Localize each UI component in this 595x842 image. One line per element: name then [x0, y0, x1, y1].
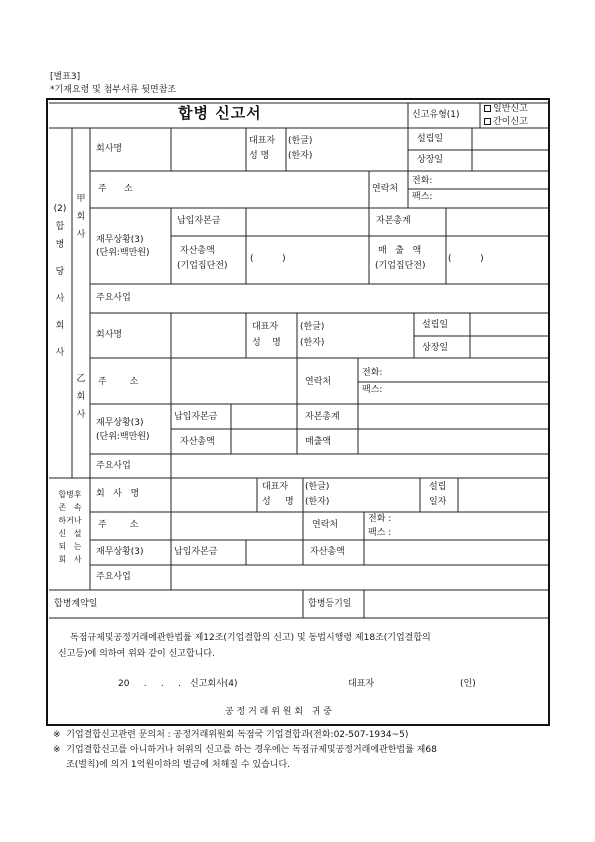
- s-rep-kor: (한글): [305, 482, 330, 492]
- s-established-label-1: 설립: [429, 482, 447, 492]
- report-type-simple-label: 간이신고: [493, 117, 528, 127]
- s-phone-label: 전화 :: [368, 514, 392, 524]
- a-rep-label: 대표자: [249, 136, 276, 146]
- b-established-label: 설립일: [422, 320, 449, 330]
- b-company-name-label: 회사명: [96, 330, 123, 340]
- b-finance-unit: (단위:백만원): [96, 432, 150, 442]
- a-phone-label: 전화:: [412, 176, 433, 186]
- footnote-1-text: 기업결합신고관련 문의처 : 공정거래위원회 독점국 기업결합과(전화:02-507-1934~5): [66, 730, 409, 740]
- s-finance-label: 재무상황(3): [96, 547, 144, 557]
- header-note: *기재요령 및 첨부서류 뒷면참조: [50, 85, 177, 95]
- b-main-business-label: 주요사업: [96, 461, 131, 471]
- b-sales-label: 매출액: [305, 437, 332, 447]
- b-phone-label: 전화:: [362, 368, 383, 378]
- a-rep-kor: (한글): [288, 136, 313, 146]
- declaration-rep-label: 대표자: [348, 679, 375, 689]
- b-rep-label: 대표자: [252, 322, 279, 332]
- a-established-label: 설립일: [417, 134, 444, 144]
- company-b-label: 乙 회 사: [76, 374, 86, 420]
- s-established-label-2: 일자: [429, 497, 447, 507]
- a-finance-label: 재무상황(3): [96, 235, 144, 245]
- a-address-label: 주 소: [98, 184, 133, 194]
- b-total-assets-label: 자산총액: [180, 437, 215, 447]
- s-fax-label: 팩스 :: [368, 528, 392, 538]
- declaration-line2: 신고등)에 의하여 위와 같이 신고합니다.: [58, 649, 215, 659]
- footnote-2: ※ 기업결합신고를 아니하거나 허위의 신고를 하는 경우에는 독점규제및공정거래에관한법률 제68: [53, 745, 437, 755]
- a-finance-unit: (단위:백만원): [96, 248, 150, 258]
- a-sales-label: 매 출 액: [378, 246, 422, 256]
- s-main-business-label: 주요사업: [96, 572, 131, 582]
- a-group-total-2: (기업집단전): [375, 261, 426, 271]
- s-total-assets-label: 자산총액: [310, 547, 345, 557]
- a-contact-label: 연락처: [372, 184, 399, 194]
- a-total-assets-label: 자산총액: [180, 246, 215, 256]
- contract-date-label: 합병계약일: [54, 599, 98, 609]
- report-type-label: 신고유형(1): [412, 110, 460, 120]
- footnote-2-text: 기업결합신고를 아니하거나 허위의 신고를 하는 경우에는 독점규제및공정거래에관한법률 제68: [66, 745, 437, 755]
- a-rep-han: (한자): [288, 151, 313, 161]
- declaration-date: 20 . . .: [118, 679, 181, 689]
- footnote-2-cont: 조(벌칙)에 의거 1억원이하의 벌금에 처해질 수 있습니다.: [66, 760, 291, 770]
- company-a-label: 甲 회 사: [76, 194, 86, 240]
- b-rep-han: (한자): [300, 338, 325, 348]
- checkbox-icon[interactable]: [484, 105, 491, 112]
- a-listed-label: 상장일: [417, 155, 444, 165]
- a-total-capital-label: 자본총계: [376, 216, 411, 226]
- b-fax-label: 팩스:: [362, 385, 383, 395]
- s-rep-label: 대표자: [262, 482, 289, 492]
- checkbox-icon[interactable]: [484, 118, 491, 125]
- b-rep-kor: (한글): [300, 322, 325, 332]
- b-finance-label: 재무상황(3): [96, 418, 144, 428]
- report-type-general[interactable]: [484, 105, 528, 114]
- reporting-company-label: 신고회사(4): [190, 679, 238, 689]
- declaration-line1: 독점규제및공정거래에관한법률 제12조(기업결합의 신고) 및 동법시행령 제18조(기업결합의: [70, 633, 431, 643]
- b-paid-in-label: 납입자본금: [174, 412, 218, 422]
- report-type-general-label: 일반신고: [493, 104, 528, 114]
- report-type-simple[interactable]: [484, 118, 528, 127]
- survivor-label: 합병후 존 속 하거나 신 설 되 는 회 사: [58, 490, 82, 564]
- b-address-label: 주 소: [98, 377, 139, 387]
- form-number: [별표3]: [50, 72, 81, 82]
- registration-date-label: 합병등기일: [308, 599, 352, 609]
- a-paid-in-label: 납입자본금: [177, 216, 221, 226]
- s-rep-han: (한자): [305, 497, 330, 507]
- a-fax-label: 팩스:: [412, 192, 433, 202]
- a-main-business-label: 주요사업: [96, 293, 131, 303]
- a-rep-name-label: 성 명: [249, 151, 270, 161]
- a-company-name-label: 회사명: [96, 144, 123, 154]
- b-contact-label: 연락처: [305, 377, 332, 387]
- s-rep-name-label: 성 명: [262, 497, 294, 507]
- a-group-total-1: (기업집단전): [177, 261, 228, 271]
- b-total-capital-label: 자본총계: [305, 412, 340, 422]
- s-contact-label: 연락처: [312, 520, 339, 530]
- form-title: 합병 신고서: [178, 104, 262, 122]
- seal-label: (인): [460, 679, 476, 689]
- addressee: 공 정 거 래 위 원 회 귀 중: [225, 707, 332, 717]
- b-listed-label: 상장일: [422, 343, 449, 353]
- s-company-name-label: 회 사 명: [96, 489, 140, 499]
- s-address-label: 주 소: [98, 520, 139, 530]
- a-assets-paren: ( ): [250, 254, 286, 264]
- s-paid-in-label: 납입자본금: [174, 547, 218, 557]
- section2-label: (2) 합 병 당 사 회 사: [53, 204, 67, 358]
- footnote-1: ※ 기업결합신고관련 문의처 : 공정거래위원회 독점국 기업결합과(전화:02-507-1934~5): [53, 730, 409, 740]
- a-sales-paren: ( ): [448, 254, 484, 264]
- b-rep-name-label: 성 명: [252, 338, 281, 348]
